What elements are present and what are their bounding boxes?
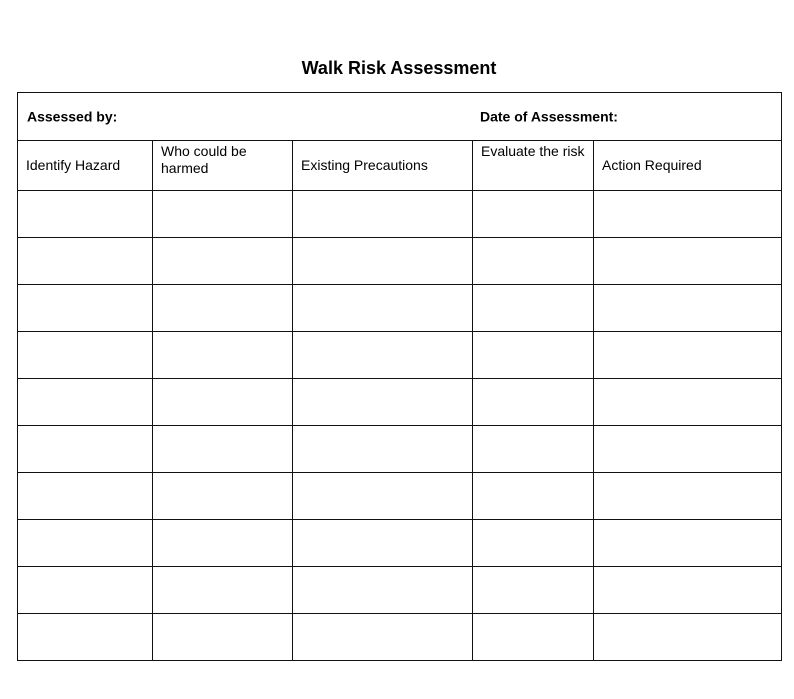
entry-cell-who-could-be-harmed[interactable] [153,191,293,238]
entry-cell-evaluate-the-risk[interactable] [473,520,594,567]
entry-cell-evaluate-the-risk[interactable] [473,567,594,614]
entry-cell-action-required[interactable] [594,520,782,567]
entry-cell-identify-hazard[interactable] [18,473,153,520]
entry-cell-existing-precautions[interactable] [293,567,473,614]
entry-cell-existing-precautions[interactable] [293,426,473,473]
entry-cell-action-required[interactable] [594,238,782,285]
entry-cell-who-could-be-harmed[interactable] [153,567,293,614]
date-of-assessment-label: Date of Assessment: [480,108,618,124]
entry-cell-existing-precautions[interactable] [293,332,473,379]
document-title: Walk Risk Assessment [301,58,497,78]
column-header-row [18,141,782,191]
entry-cell-identify-hazard[interactable] [18,332,153,379]
entry-cell-action-required[interactable] [594,191,782,238]
entry-cell-evaluate-the-risk[interactable] [473,379,594,426]
entry-cell-existing-precautions[interactable] [293,520,473,567]
entry-cell-identify-hazard[interactable] [18,614,153,661]
entry-cell-existing-precautions[interactable] [293,379,473,426]
entry-cell-who-could-be-harmed[interactable] [153,614,293,661]
entry-cell-evaluate-the-risk[interactable] [473,426,594,473]
entry-cell-existing-precautions[interactable] [293,614,473,661]
entry-cell-who-could-be-harmed[interactable] [153,238,293,285]
table-row [18,567,782,614]
table-row [18,191,782,238]
entry-cell-identify-hazard[interactable] [18,285,153,332]
entry-cell-identify-hazard[interactable] [18,426,153,473]
entry-cell-who-could-be-harmed[interactable] [153,473,293,520]
entry-cell-identify-hazard[interactable] [18,379,153,426]
table-row [18,379,782,426]
entry-cell-who-could-be-harmed[interactable] [153,332,293,379]
column-header-action-required: Action Required [594,141,782,191]
entry-cell-evaluate-the-risk[interactable] [473,473,594,520]
assessment-info-row [18,93,782,141]
entry-cell-action-required[interactable] [594,285,782,332]
entry-cell-existing-precautions[interactable] [293,191,473,238]
entry-cell-existing-precautions[interactable] [293,238,473,285]
entry-cell-action-required[interactable] [594,567,782,614]
risk-assessment-table [17,92,782,661]
table-row [18,238,782,285]
entry-cell-evaluate-the-risk[interactable] [473,285,594,332]
entry-cell-evaluate-the-risk[interactable] [473,238,594,285]
entry-cell-who-could-be-harmed[interactable] [153,520,293,567]
entry-cell-who-could-be-harmed[interactable] [153,285,293,332]
entry-cell-action-required[interactable] [594,614,782,661]
entry-cell-evaluate-the-risk[interactable] [473,614,594,661]
column-header-existing-precautions: Existing Precautions [293,141,473,191]
entry-cell-action-required[interactable] [594,332,782,379]
entry-cell-existing-precautions[interactable] [293,285,473,332]
entry-cell-evaluate-the-risk[interactable] [473,332,594,379]
entry-cell-who-could-be-harmed[interactable] [153,426,293,473]
entry-cell-who-could-be-harmed[interactable] [153,379,293,426]
entry-cell-action-required[interactable] [594,379,782,426]
column-header-who-could-be-harmed: Who could be harmed [153,141,293,191]
entry-cell-identify-hazard[interactable] [18,238,153,285]
entry-cell-action-required[interactable] [594,426,782,473]
column-header-evaluate-the-risk: Evaluate the risk [473,141,594,191]
table-row [18,520,782,567]
entry-cell-action-required[interactable] [594,473,782,520]
table-row [18,473,782,520]
entry-cell-identify-hazard[interactable] [18,567,153,614]
entry-cell-identify-hazard[interactable] [18,191,153,238]
entry-cell-evaluate-the-risk[interactable] [473,191,594,238]
table-row [18,285,782,332]
entry-cell-existing-precautions[interactable] [293,473,473,520]
assessment-info-cell[interactable] [18,93,782,141]
table-row [18,426,782,473]
column-header-identify-hazard: Identify Hazard [18,141,153,191]
table-row [18,332,782,379]
assessed-by-label: Assessed by: [27,108,118,124]
entry-cell-identify-hazard[interactable] [18,520,153,567]
table-row [18,614,782,661]
